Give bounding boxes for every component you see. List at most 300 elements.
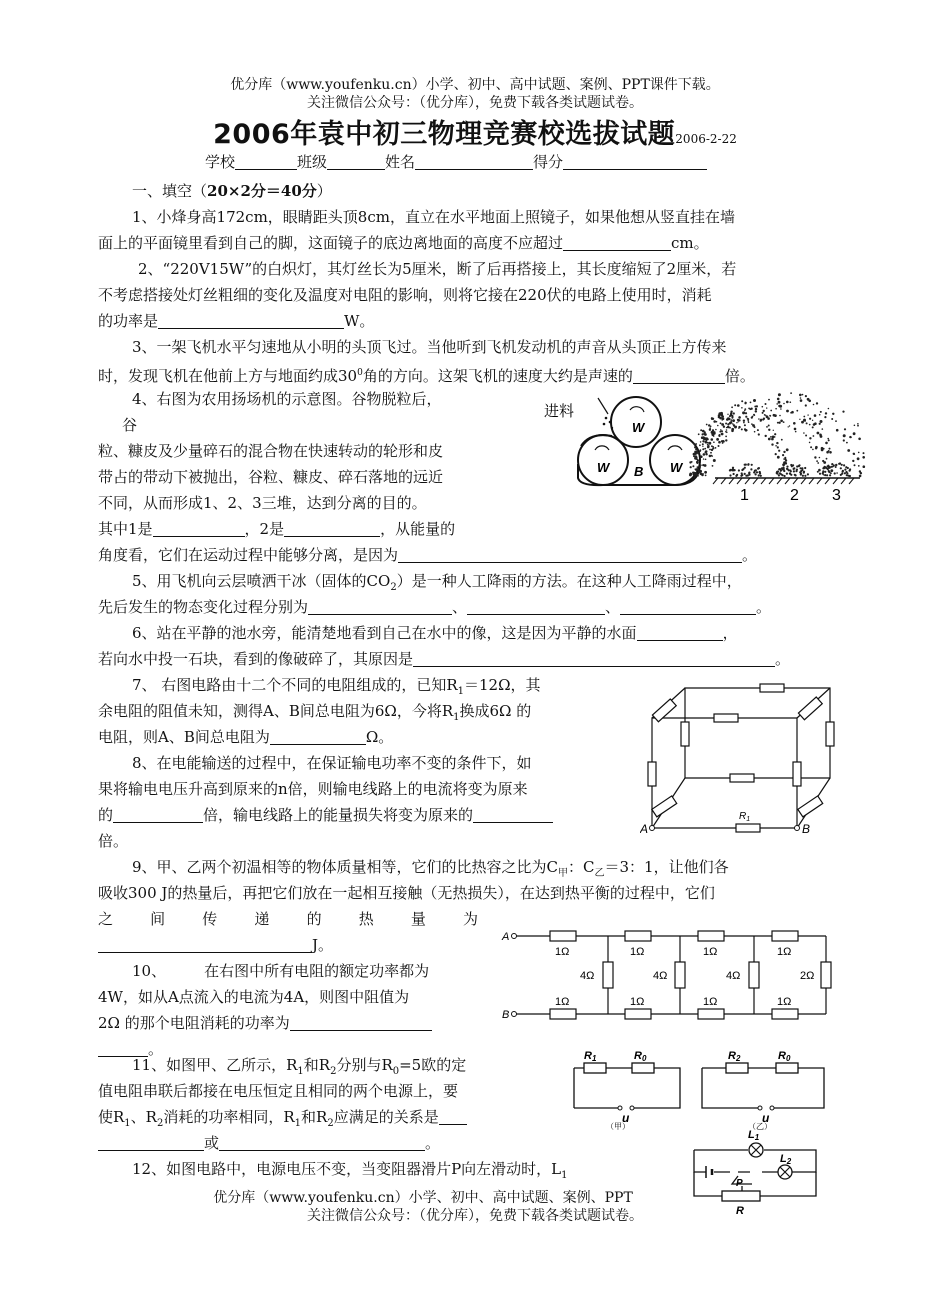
grain-dot	[710, 452, 712, 454]
yi-resistor-r0	[776, 1063, 798, 1073]
info-class-label: 班级	[297, 153, 328, 171]
pile-dot	[822, 470, 824, 472]
header-line-2: 关注微信公众号：（优分库），免费下载各类试题试卷。	[307, 95, 643, 111]
resistor-top-front	[714, 714, 738, 722]
grain-dot	[805, 404, 807, 406]
grain-dot	[721, 440, 723, 442]
grain-dot	[858, 438, 861, 441]
resistor-r1	[736, 824, 760, 832]
pile-dot	[831, 463, 833, 465]
jia-r0-letter: R	[634, 1050, 642, 1062]
grain-dot	[842, 411, 844, 413]
grain-dot	[721, 419, 723, 421]
q4-line-5: 不同，从而形成1、2、3三堆，达到分离的目的。	[98, 494, 427, 512]
grain-dot	[729, 415, 731, 417]
q7-line-3-text: 电阻，则A、B间总电阻为	[98, 728, 270, 746]
grain-dot	[718, 445, 720, 447]
q9-answer-blank[interactable]	[98, 937, 312, 953]
grain-dot	[809, 424, 811, 426]
q10-blank-a[interactable]	[290, 1015, 432, 1031]
pile-dot	[755, 473, 757, 475]
grain-dot	[702, 473, 704, 475]
q10-line-3-text: 2Ω 的那个电阻消耗的功率为	[98, 1014, 290, 1032]
grain-dot	[805, 435, 807, 437]
grain-dot	[771, 443, 773, 445]
grain-dot	[778, 401, 781, 404]
grain-dot	[729, 427, 731, 429]
grain-dot	[758, 433, 760, 435]
q7-r1-sub-2: 1	[453, 712, 460, 723]
q3-line-2-text-a: 时，发现飞机在他前上方与地面约成30	[98, 367, 358, 385]
pile-dot	[845, 466, 847, 468]
grain-dot	[819, 414, 821, 416]
q6-line-1	[132, 623, 738, 643]
grain-dot	[843, 434, 846, 437]
pile-dot	[759, 471, 761, 473]
q11-line-1-text-d: =5欧的定	[399, 1056, 467, 1074]
grain-dot	[745, 412, 747, 414]
q7-line-2-text-b: 换成6Ω 的	[459, 702, 532, 720]
info-class-blank[interactable]	[327, 154, 385, 170]
ground-hatch	[713, 478, 854, 484]
pile-dot	[807, 473, 809, 475]
yi-r2-sub: 2	[735, 1054, 741, 1063]
q11-or: 或	[204, 1134, 220, 1152]
grain-dot	[747, 420, 749, 422]
grain-dot	[700, 429, 702, 431]
grain-dot	[801, 421, 804, 424]
grain-dot	[858, 452, 860, 454]
pile-dot	[760, 475, 762, 477]
pile-dot	[823, 467, 825, 469]
grain-dot	[741, 428, 743, 430]
grain-dot	[817, 432, 820, 435]
grain-dot	[763, 418, 765, 420]
q1-answer-blank[interactable]	[563, 235, 671, 251]
hatch-line	[801, 478, 806, 484]
grain-dot	[711, 455, 712, 456]
grain-dot	[709, 429, 711, 431]
grain-dot	[738, 426, 740, 428]
grain-dot	[758, 418, 760, 420]
grain-dot	[725, 439, 727, 441]
winnower-feed-label: 进料	[544, 403, 575, 420]
grain-dot	[738, 416, 741, 419]
grain-dot	[778, 450, 780, 452]
header-line-1: 优分库（www.youfenku.cn）小学、初中、高中试题、案例、PPT课件下载。	[230, 77, 720, 93]
q11-line-3-text-e: 应满足的关系是	[333, 1108, 439, 1126]
grain-dot	[778, 393, 781, 396]
resistor-bottom-right	[798, 796, 823, 817]
pile-dot	[846, 474, 848, 476]
q5-line-2-text: 先后发生的物态变化过程分别为	[98, 598, 309, 616]
pile-dot	[804, 467, 806, 469]
q11-blank-2[interactable]	[219, 1135, 425, 1151]
grain-dot	[760, 419, 762, 421]
resistor-front-left	[648, 762, 656, 786]
grain-dot	[778, 405, 780, 407]
cube-r1-sub: 1	[746, 816, 751, 823]
q4-line-6-text-a: 其中1是	[98, 520, 153, 538]
q4-line-7-text: 角度看，它们在运动过程中能够分离，是因为	[98, 546, 399, 564]
grain-dot	[795, 431, 797, 433]
q1-line-2-text: 面上的平面镜里看到自己的脚，这面镜子的底边离地面的高度不应超过	[98, 234, 564, 252]
q9-char-6: 热	[358, 910, 374, 928]
q12-fig-l1-letter: L	[748, 1129, 755, 1141]
grain-dot	[809, 418, 811, 420]
q9-line-1-text-a: 9、甲、乙两个初温相等的物体质量相等，它们的比热容之比为C	[132, 858, 559, 876]
grain-dot	[702, 448, 704, 450]
grain-dot	[711, 417, 713, 419]
ladder-r-bot-4	[772, 1009, 798, 1019]
grain-dot	[776, 403, 778, 405]
grain-dot	[723, 426, 725, 428]
q4-line-6-text-c: ，从能量的	[380, 520, 456, 538]
info-score-label: 得分	[533, 153, 564, 171]
grain-dot	[800, 397, 802, 399]
resistor-back-left	[681, 722, 689, 746]
grain-dot	[713, 441, 715, 443]
grain-dot	[693, 443, 695, 445]
q5-blank-3[interactable]	[620, 599, 756, 615]
grain-dot	[741, 400, 743, 402]
grain-dot	[744, 402, 746, 404]
grain-dot	[830, 469, 833, 472]
grain-dot	[725, 431, 727, 433]
grain-dot	[703, 453, 706, 456]
q7-line-2-text-a: 余电阻的阻值未知，测得A、B间总电阻为6Ω，今将R	[98, 702, 454, 720]
hatch-line	[785, 478, 790, 484]
q5-sep-2: 、	[605, 598, 621, 616]
grain-dot	[755, 408, 757, 410]
grain-dot	[805, 395, 807, 397]
q10-line-1-text: 在右图中所有电阻的额定功率都为	[204, 962, 430, 980]
pile-dot	[784, 475, 786, 477]
winnower-figure	[540, 392, 870, 504]
pile-dot	[751, 464, 753, 466]
grain-dot	[816, 402, 818, 404]
grain-dot	[753, 399, 756, 402]
pile-dot	[793, 467, 795, 469]
jia-wires	[574, 1068, 680, 1108]
q11-blank-1b[interactable]	[98, 1135, 204, 1151]
grain-dot	[694, 446, 696, 448]
ladder-vert-label-3: 4Ω	[726, 970, 741, 982]
pile-dot	[757, 468, 759, 470]
grain-dot	[703, 437, 706, 440]
q8-blank-1[interactable]	[113, 807, 203, 823]
grain-dot	[775, 445, 777, 447]
grain-dot	[772, 436, 775, 439]
roller-w-right: W	[670, 460, 683, 475]
grain-dot	[832, 413, 834, 415]
grain-dot	[712, 465, 714, 467]
ladder-node-a	[512, 934, 517, 939]
q5-blank-1[interactable]	[308, 599, 452, 615]
grain-dot	[731, 430, 734, 433]
pile-dot	[849, 475, 851, 477]
grain-dot	[743, 420, 745, 422]
jia-r0-sub: 0	[641, 1054, 647, 1063]
q10-number: 10、	[132, 962, 167, 980]
pile-dot	[845, 471, 847, 473]
q1-unit: cm。	[671, 234, 709, 252]
battery	[706, 1166, 712, 1178]
q7-unit: Ω。	[365, 728, 394, 746]
grain-dot	[730, 419, 732, 421]
hatch-line	[769, 478, 774, 484]
q4-line-2: 谷	[122, 416, 138, 434]
q4-blank-3[interactable]	[398, 547, 742, 563]
grain-dot	[794, 428, 797, 431]
grain-dot	[803, 416, 805, 418]
q9-line-2: 吸收300 J的热量后，再把它们放在一起相互接触（无热损失），在达到热平衡的过程中，它们	[98, 884, 715, 902]
q9-char-8: 为	[462, 910, 478, 928]
q11-line-3-text-b: 、R	[130, 1108, 157, 1126]
q7-line-2	[98, 701, 531, 728]
pile-dot	[788, 469, 790, 471]
grain-dot	[777, 446, 779, 448]
grain-dot	[783, 451, 785, 453]
grain-dot	[708, 442, 711, 445]
grain-dot	[763, 410, 765, 412]
grain-dot	[694, 472, 696, 474]
info-score-blank[interactable]	[563, 154, 707, 170]
pile-dot	[786, 473, 788, 475]
node-a	[650, 826, 655, 831]
pile-dot	[776, 472, 778, 474]
ladder-r-top-1	[550, 931, 576, 941]
cube-label-a: A	[640, 822, 649, 836]
ladder-r-vert-1	[603, 962, 613, 988]
grain-dot	[828, 408, 830, 410]
grain-dot	[793, 422, 796, 425]
grain-dot	[819, 423, 821, 425]
q6-line-2-end: 。	[775, 650, 791, 668]
grain-dot	[768, 429, 770, 431]
grain-dot	[695, 473, 698, 476]
info-school-blank[interactable]	[235, 154, 297, 170]
pile-dot	[804, 475, 806, 477]
q2-answer-blank[interactable]	[158, 313, 344, 329]
grain-dot	[783, 403, 785, 405]
grain-dot	[733, 412, 735, 414]
grain-dot	[813, 435, 815, 437]
grain-dot	[822, 460, 824, 462]
q4-blank-2[interactable]	[284, 521, 380, 537]
grain-dot	[817, 471, 819, 473]
pile-dot	[800, 472, 802, 474]
pile-dot	[750, 468, 752, 470]
grain-dot	[696, 468, 698, 470]
grain-dot	[706, 424, 708, 426]
grain-dot	[829, 448, 831, 450]
hatch-line	[809, 478, 814, 484]
grain-dot	[776, 442, 778, 444]
pile-dot	[828, 471, 830, 473]
q2-line-3	[98, 311, 374, 331]
q9-sub-yi: 乙	[594, 868, 605, 879]
q12-l1-label	[748, 1129, 760, 1142]
grain-dot	[835, 420, 837, 422]
ladder-r-vert-3	[749, 962, 759, 988]
grain-dot	[710, 426, 712, 428]
q11-line-2: 值电阻串联后都接在电压恒定且相同的两个电源上，要	[98, 1082, 459, 1100]
grain-dot	[766, 407, 767, 408]
pile-dot	[782, 467, 784, 469]
q8-blank-2[interactable]	[473, 807, 553, 823]
yi-r0-label	[778, 1050, 791, 1063]
resistor-top-right	[798, 697, 822, 720]
q5-blank-2[interactable]	[467, 599, 605, 615]
pile-dot	[824, 471, 826, 473]
grain-dot	[711, 438, 714, 441]
pile-2-label: 2	[790, 487, 799, 504]
grain-dot	[705, 451, 707, 453]
pile-dot	[778, 474, 780, 476]
grain-dot	[721, 433, 724, 436]
pile-dot	[732, 468, 734, 470]
cube-label-b: B	[802, 822, 811, 836]
pile-dot	[826, 474, 828, 476]
hatch-line	[729, 478, 734, 484]
grain-dot	[768, 399, 770, 401]
grain-dot	[699, 470, 702, 473]
grain-dot	[790, 392, 792, 394]
ladder-r-bot-1	[550, 1009, 576, 1019]
belt-b-label: B	[634, 464, 644, 479]
q7-line-1	[132, 675, 541, 702]
grain-dot	[815, 447, 817, 449]
grain-dot	[775, 453, 777, 455]
pile-dot	[753, 471, 755, 473]
pile-dot	[824, 474, 826, 476]
grain-dot	[700, 441, 702, 443]
grain-dot	[764, 414, 766, 416]
pile-dot	[744, 473, 746, 475]
grain-dot	[718, 441, 721, 444]
grain-dot	[699, 466, 701, 468]
q6-line-1-end: ，	[722, 624, 738, 642]
hatch-line	[849, 478, 854, 484]
grain-dot	[828, 439, 830, 441]
yi-u-label: u	[762, 1111, 770, 1125]
grain-dot	[791, 411, 794, 414]
pile-dot	[748, 472, 750, 474]
grain-dot	[705, 441, 707, 443]
title-main: 2006年袁中初三物理竞赛校选拔试题	[213, 119, 676, 150]
q9-char-3: 传	[202, 910, 218, 928]
grain-dot	[846, 442, 848, 444]
grain-dot	[820, 420, 823, 423]
q6-blank-2[interactable]	[413, 651, 775, 667]
q6-blank-1[interactable]	[637, 625, 723, 641]
q1-line-1: 1、小烽身高172cm，眼睛距头顶8cm，直立在水平地面上照镜子，如果他想从竖直挂在墙	[132, 208, 735, 226]
grain-dot	[809, 437, 811, 439]
figure-jia	[574, 1050, 680, 1130]
grain-dot	[827, 438, 829, 440]
q11-sub-2: 2	[330, 1066, 337, 1077]
grain-dot	[774, 433, 776, 435]
pile-dot	[747, 464, 749, 466]
grain-dot	[777, 456, 780, 459]
grain-dot	[704, 433, 707, 436]
grain-dot	[824, 416, 826, 418]
pile-dot	[844, 469, 846, 471]
grain-dot	[789, 425, 790, 426]
q3-answer-blank[interactable]	[633, 368, 725, 384]
q5-line-1	[132, 571, 742, 598]
q4-line-7	[98, 545, 757, 565]
grain-dot	[863, 452, 865, 454]
pile-dot	[758, 474, 760, 476]
grain-dot	[750, 402, 752, 404]
grain-dot	[754, 406, 756, 408]
grain-dot	[783, 421, 785, 423]
grain-dot	[854, 425, 856, 427]
q3-line-1: 3、一架飞机水平匀速地从小明的头顶飞过。当他听到飞机发动机的声音从头顶正上方传来	[132, 338, 727, 356]
grain-dot	[693, 456, 695, 458]
q9-line-1	[132, 857, 729, 884]
grain-dot	[742, 411, 745, 414]
q7-answer-blank[interactable]	[270, 729, 366, 745]
ladder-r-bot-2	[625, 1009, 651, 1019]
grain-dot	[854, 464, 856, 466]
grain-dot	[727, 426, 730, 429]
pile-dot	[819, 473, 821, 475]
grain-dot	[785, 462, 788, 465]
q11-line-1	[132, 1055, 466, 1082]
pile-dot	[736, 474, 738, 476]
grain-dot	[745, 416, 747, 418]
grain-dot	[836, 472, 838, 474]
q11-blank-1a[interactable]	[439, 1109, 467, 1125]
grain-dot	[755, 410, 757, 412]
q5-co2-sub: 2	[390, 582, 397, 593]
grain-dot	[857, 457, 860, 460]
grain-dot	[694, 457, 697, 460]
ladder-top-label-1: 1Ω	[555, 946, 570, 958]
grain-dot	[745, 429, 748, 432]
pile-dot	[744, 464, 746, 466]
grain-dot	[766, 415, 769, 418]
grain-dot	[744, 424, 746, 426]
q4-blank-1[interactable]	[153, 521, 245, 537]
grain-dot	[726, 429, 728, 431]
q10-line-1	[132, 961, 429, 981]
grain-dot	[734, 404, 736, 406]
grain-dot	[857, 425, 859, 427]
footer-line-1: 优分库（www.youfenku.cn）小学、初中、高中试题、案例、PPT	[213, 1190, 633, 1206]
grain-dot	[727, 414, 728, 415]
grain-dot	[863, 465, 866, 468]
pile-dot	[794, 474, 796, 476]
grain-dot	[825, 412, 827, 414]
yi-r2-label	[728, 1050, 741, 1063]
info-name-blank[interactable]	[415, 154, 533, 170]
ladder-vert-label-2: 4Ω	[653, 970, 668, 982]
pile-dot	[802, 475, 804, 477]
pile-dot	[840, 467, 842, 469]
info-name-label: 姓名	[385, 153, 416, 171]
ladder-circuit-figure	[500, 922, 840, 1028]
pile-dot	[790, 474, 792, 476]
section-1-title	[132, 181, 332, 201]
grain-dot	[753, 414, 755, 416]
q4-line-7-end: 。	[742, 546, 758, 564]
grain-dot	[765, 435, 767, 437]
grain-dot	[727, 417, 730, 420]
